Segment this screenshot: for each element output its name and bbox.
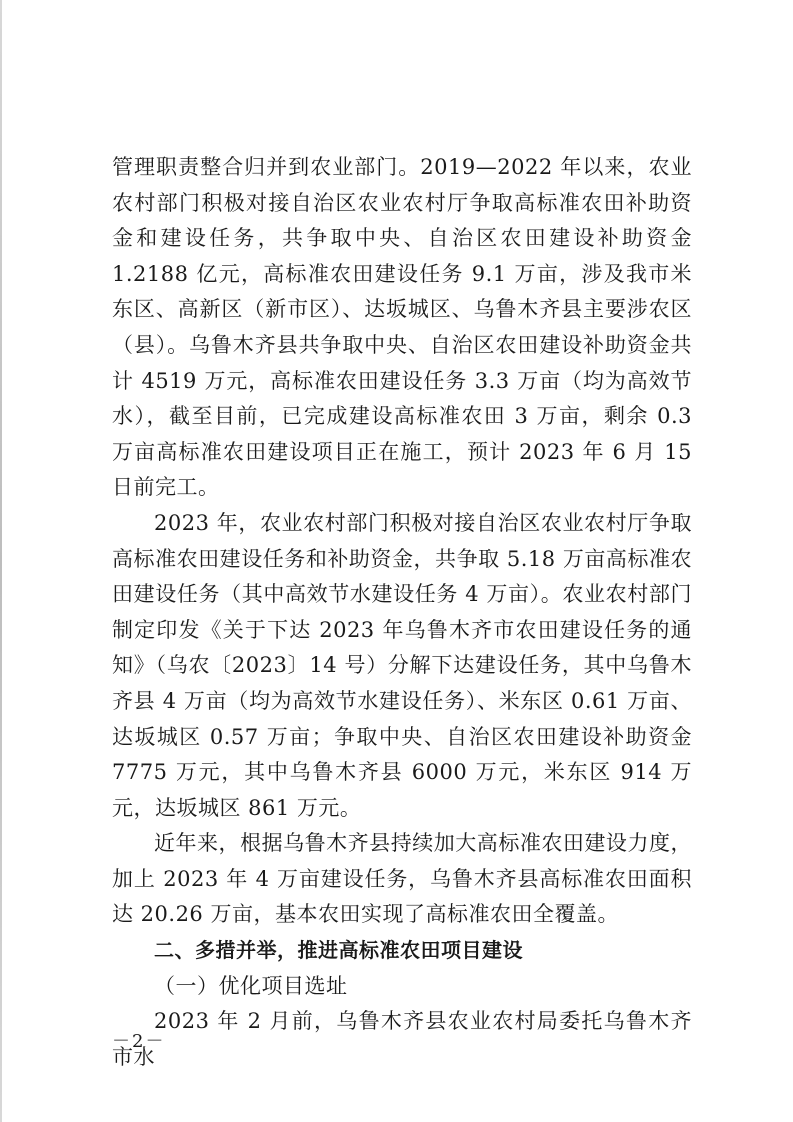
paragraph-recent-years: 近年来，根据乌鲁木齐县持续加大高标准农田建设力度，加上 2023 年 4 万亩建设任务，乌鲁木齐县高标准农田面积达 20.26 万亩，基本农田实现了高标准农田全覆盖。 — [112, 831, 692, 927]
page-left-edge — [0, 0, 2, 1122]
section-heading: 二、多措并举，推进高标准农田项目建设 — [154, 938, 523, 963]
paragraph-continuation: 管理职责整合归并到农业部门。2019—2022 年以来，农业农村部门积极对接自治区农业农村厅争取高标准农田补助资金和建设任务，共争取中央、自治区农田建设补助资金 1.2188 亿元，高标准农田建设任务 9.1 万亩，涉及我市米东区、高新区（新市区）、达坂城区、乌鲁木齐县主要涉农区（县）。乌鲁木齐县共争取中央、自治区农田建设补助资金共计 4519 万元，高标准农田建设任务 3.3 万亩（均为高效节水），截至目前，已完成建设高标准农田 3 万亩，剩余 0.3 万亩高标准农田建设项目正在施工，预计 2023 年 6 月 15 日前完工。 — [112, 155, 692, 500]
subsection-heading: （一）优化项目选址 — [154, 973, 348, 998]
page-number: －2－ — [112, 1031, 166, 1052]
paragraph-site-selection: 2023 年 2 月前，乌鲁木齐县农业农村局委托乌鲁木齐市水 — [112, 1009, 692, 1069]
document-body — [112, 150, 692, 1075]
paragraph-2023-tasks: 2023 年，农业农村部门积极对接自治区农业农村厅争取高标准农田建设任务和补助资金，共争取 5.18 万亩高标准农田建设任务（其中高效节水建设任务 4 万亩）。农业农村部门制定印发《关于下达 2023 年乌鲁木齐市农田建设任务的通知》（乌农〔2023〕14 号）分解下达建设任务，其中乌鲁木齐县 4 万亩（均为高效节水建设任务）、米东区 0.61 万亩、达坂城区 0.57 万亩；争取中央、自治区农田建设补助资金 7775 万元，其中乌鲁木齐县 6000 万元，米东区 914 万元，达坂城区 861 万元。 — [112, 510, 692, 820]
